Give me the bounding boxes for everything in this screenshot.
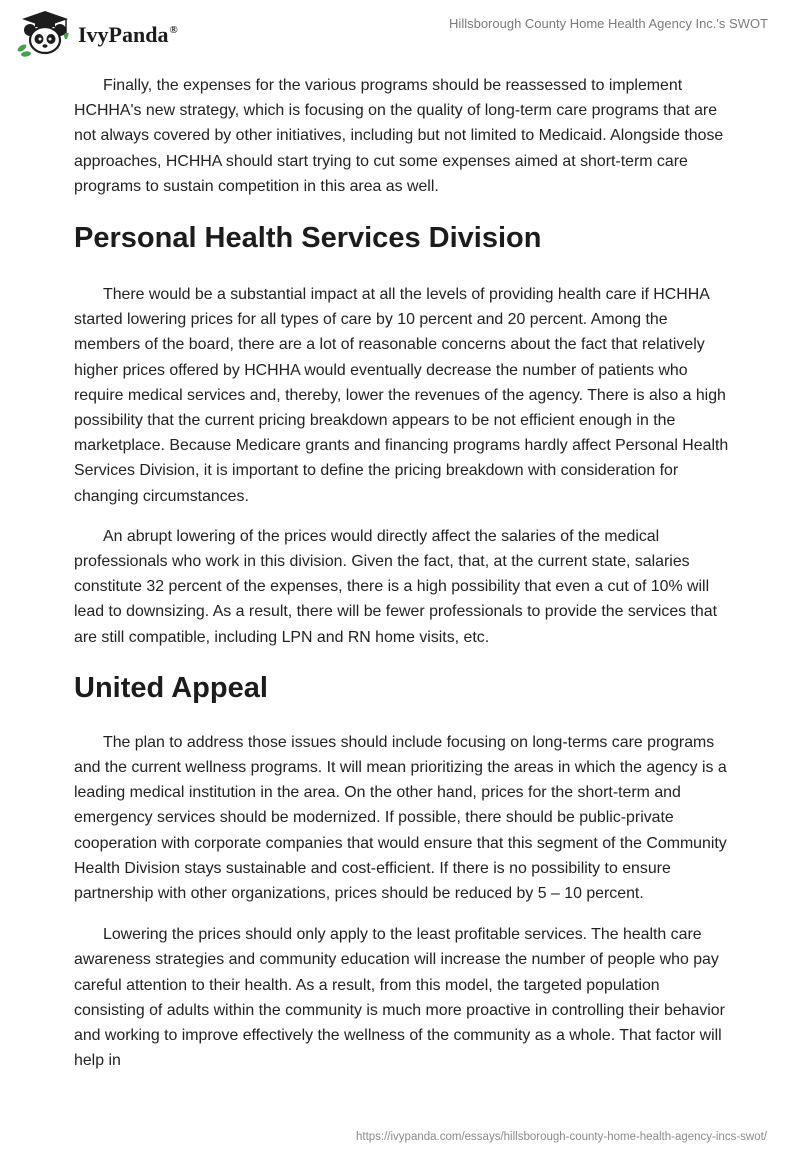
section-heading-united-appeal: United Appeal	[74, 671, 268, 704]
paragraph: The plan to address those issues should include focusing on long-terms care programs and the current wellness programs. It will mean prioritizing the areas in which the agency is a leading medical institution in the area. On the other hand, prices for the short-term and emergency services should be modernized. If possible, there should be public-private cooperation with corporate companies that would ensure that this segment of the Community Health Division stays sustainable and cost-efficient. If there is no possibility to ensure partnership with other organizations, prices should be reduced by 5 – 10 percent.	[74, 733, 727, 903]
document-title: Hillsborough County Home Health Agency Inc.'s SWOT	[449, 16, 768, 31]
section-heading-personal-health-services: Personal Health Services Division	[74, 222, 542, 255]
brand-name: IvyPanda®	[78, 22, 178, 47]
paragraph: Lowering the prices should only apply to the least profitable services. The health care awareness strategies and community education will increase the number of people who pay careful attention to their health. As a result, from this model, the targeted population consisting of adults within the community is much more proactive in controlling their behavior and working to improve effectively the wellness of the community as a whole. That factor will help in	[74, 926, 725, 1070]
article-body	[74, 73, 730, 1074]
paragraph: An abrupt lowering of the prices would directly affect the salaries of the medical professionals who work in this division. Given the fact, that, at the current state, salaries constitute 32 percent of the expenses, there is a high possibility that even a cut of 10% will lead to downsizing. As a result, there will be fewer professionals to provide the services that are still compatible, including LPN and RN home visits, etc.	[74, 527, 718, 646]
paragraph: There would be a substantial impact at all the levels of providing health care if HCHHA started lowering prices for all types of care by 10 percent and 20 percent. Among the members of the board, there are a lot of reasonable concerns about the fact that relatively higher prices offered by HCHHA would eventually decrease the number of patients who require medical services and, thereby, lower the revenues of the agency. There is also a high possibility that the current pricing breakdown appears to be not efficient enough in the marketplace. Because Medicare grants and financing programs hardly affect Personal Health Services Division, it is important to define the pricing breakdown with consideration for changing circumstances.	[74, 286, 729, 505]
page-header	[0, 0, 800, 70]
panda-icon	[16, 8, 74, 58]
paragraph: Finally, the expenses for the various programs should be reassessed to implement HCHHA's new strategy, which is focusing on the quality of long-term care programs that are not always covered by other initiatives, including but not limited to Medicaid. Alongside those approaches, HCHHA should start trying to cut some expenses aimed at short-term care programs to sustain competition in this area as well.	[74, 77, 724, 195]
source-url[interactable]: https://ivypanda.com/essays/hillsborough-county-home-health-agency-incs-swot/	[355, 1131, 767, 1143]
brand-logo[interactable]	[16, 8, 178, 58]
